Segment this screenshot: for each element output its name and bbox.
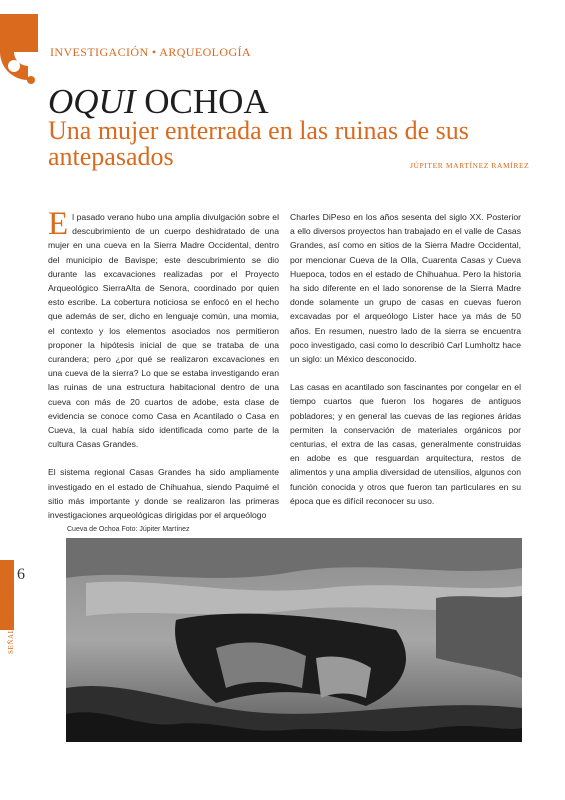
author-byline: JÚPITER MARTÍNEZ RAMÍREZ [410,161,530,170]
title-rest: OCHOA [135,82,269,121]
publication-name: SEÑALES DE HUMO [7,580,15,654]
title-italic: OQUI [48,82,136,121]
article-subtitle: Una mujer enterrada en las ruinas de sus antepasados [48,116,469,171]
paragraph-text: l pasado verano hubo una amplia divulgación sobre el descubrimiento de un cuerpo deshidratado de una mujer en una cueva en la Sierra Madre Occidental, dentro del municipio de Bavispe; este descubrimiento se dio durante las excavaciones realizadas por el Proyecto Arqueológico SierraAlta de Senora, coordinado por quien esto escribe. La cobertura noticiosa se enfocó en el hecho que además de ser, dicho en lenguaje común, una momia, el contexto y los elementos asociados nos permitieron proponer la hipótesis inicial de que se trataba de una curandera; pero ¿por qué se realizaron excavaciones en una cueva de la sierra? Lo que se estaba investigando eran las ruinas de una estructura habitacional dentro de una cueva con más de 20 cuartos de adobe, esta clase de evidencia se conoce como Casa en Acantilado o Casa en Cueva, la cual había sido identificada como parte de la cultura Casas Grandes. [48,212,279,450]
paragraph: Charles DiPeso en los años sesenta del siglo XX. Posterior a ello diversos proyectos han trabajado en el valle de Casas Grandes, así como en sitios de la Sierra Madre Occidental, por mencionar Cueva de la Olla, Cuarenta Casas y Cueva Huepoca, todos en el estado de Chihuahua. Pero la historia ha sido diferente en el lado sonorense de la Sierra Madre donde solamente un grupo de casas en cuevas fueron excavadas por el arqueólogo Lister hace ya más de 50 años. En resumen, nuestro lado de la sierra se encuentra poco investigado, casi como lo describió Carl Lumholtz hace un siglo: un México desconocido. [290,212,521,365]
photo-caption: Cueva de Ochoa Foto: Júpiter Martínez [67,526,190,533]
article-column-right [290,210,521,522]
magazine-logo [0,14,38,84]
page-number: 6 [17,566,25,583]
article-column-left [48,206,279,536]
paragraph: El sistema regional Casas Grandes ha sido ampliamente investigado en el estado de Chihuahua, siendo Paquimé el sitio más importante y donde se realizaron las primeras investigaciones arqueológicas dirigidas por el arqueólogo [48,467,279,521]
drop-cap: E [48,206,69,242]
paragraph [48,206,279,451]
section-label: INVESTIGACIÓN • ARQUEOLOGÍA [50,45,251,59]
cave-photo [66,538,522,742]
paragraph: Las casas en acantilado son fascinantes por congelar en el tiempo cuartos que fueron los hogares de antiguos pobladores; y en general las cuevas de las regiones áridas permiten la conservación de materiales orgánicos por centurias, el extra de las casas, generalmente construidas en adobe es que resguardan arquitectura, restos de alimentos y una amplia diversidad de utensilios, algunos con función conocida y otros que fueron tan particulares en su época que es difícil reconocer su uso. [290,382,521,506]
